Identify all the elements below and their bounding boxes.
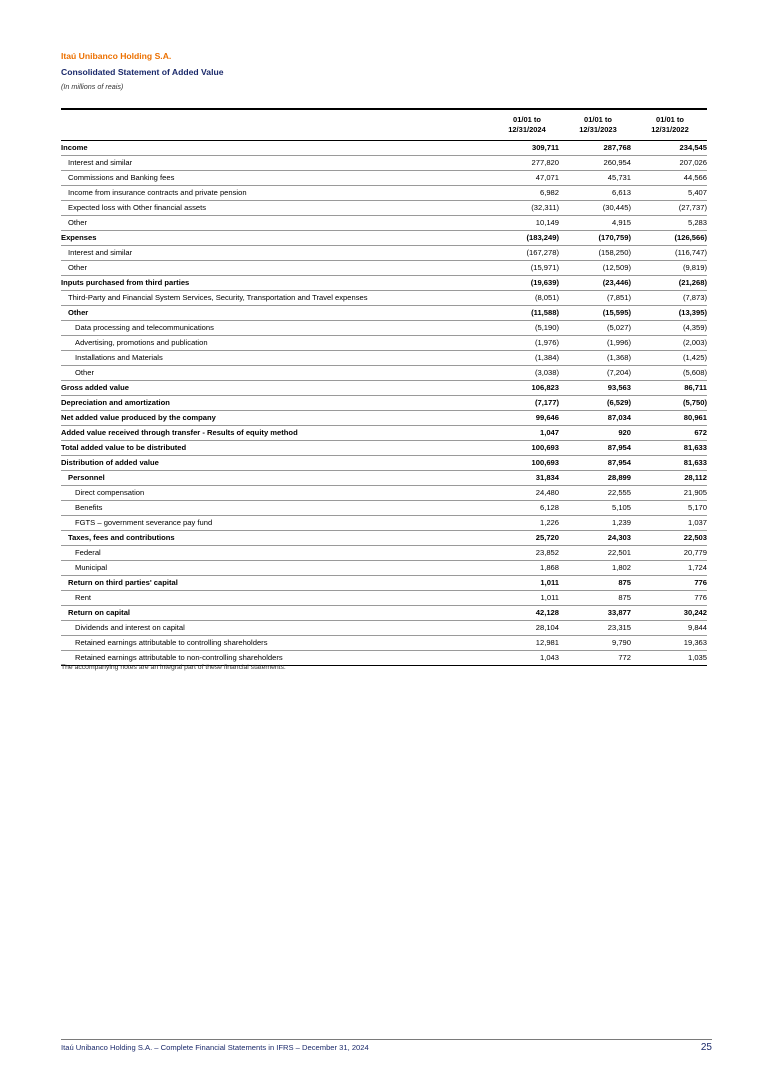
value-2022: (126,566) <box>674 232 707 242</box>
value-2022: 207,026 <box>679 157 707 167</box>
footnote: The accompanying notes are an integral part of these financial statements. <box>61 664 286 671</box>
table-row <box>61 141 707 156</box>
column-header-2022 <box>635 115 705 135</box>
value-2023: 260,954 <box>603 157 631 167</box>
row-label: Rent <box>75 592 92 602</box>
row-label: Return on capital <box>68 607 131 617</box>
value-2022: (9,819) <box>682 262 707 272</box>
value-2023: 23,315 <box>607 622 631 632</box>
table-row <box>61 486 707 501</box>
row-label: Data processing and telecommunications <box>75 322 214 332</box>
row-label: Other <box>75 367 94 377</box>
units-note: (In millions of reais) <box>61 82 124 91</box>
value-2024: (1,384) <box>534 352 559 362</box>
row-label: Inputs purchased from third parties <box>61 277 190 287</box>
value-2022: (27,737) <box>678 202 707 212</box>
value-2022: 21,905 <box>683 487 707 497</box>
column-header-2024 <box>492 115 562 135</box>
table-row <box>61 531 707 546</box>
value-2022: 81,633 <box>683 457 707 467</box>
table-row <box>61 426 707 441</box>
value-2024: (5,190) <box>534 322 559 332</box>
value-2022: 20,779 <box>683 547 707 557</box>
value-2023: 875 <box>618 577 631 587</box>
row-label: Income from insurance contracts and private pension <box>68 187 247 197</box>
value-2024: (11,588) <box>531 307 559 317</box>
row-label: Personnel <box>68 472 105 482</box>
table-row <box>61 591 707 606</box>
page-number: 25 <box>700 1042 712 1053</box>
value-2022: 19,363 <box>683 637 707 647</box>
table-row <box>61 306 707 321</box>
value-2022: 1,037 <box>687 517 707 527</box>
table-row <box>61 471 707 486</box>
row-label: Interest and similar <box>68 247 133 257</box>
value-2023: (15,595) <box>602 307 631 317</box>
column-header-line: 12/31/2022 <box>651 124 689 134</box>
value-2023: 22,501 <box>607 547 631 557</box>
value-2023: 4,915 <box>611 217 631 227</box>
table-row <box>61 561 707 576</box>
table-row <box>61 501 707 516</box>
value-2024: 100,693 <box>531 457 559 467</box>
value-2024: (1,976) <box>534 337 559 347</box>
row-label: Added value received through transfer - Results of equity method <box>61 427 298 437</box>
row-label: Commissions and Banking fees <box>68 172 175 182</box>
table-row <box>61 201 707 216</box>
value-2022: 1,035 <box>687 652 707 662</box>
value-2023: (7,851) <box>606 292 631 302</box>
statement-title: Consolidated Statement of Added Value <box>61 67 224 77</box>
value-2023: 87,034 <box>607 412 631 422</box>
value-2022: (4,359) <box>682 322 707 332</box>
row-label: Depreciation and amortization <box>61 397 170 407</box>
row-label: Taxes, fees and contributions <box>68 532 175 542</box>
value-2023: 22,555 <box>607 487 631 497</box>
row-label: Dividends and interest on capital <box>75 622 185 632</box>
value-2024: 24,480 <box>535 487 559 497</box>
row-label: Distribution of added value <box>61 457 159 467</box>
table-row <box>61 381 707 396</box>
row-label: Third-Party and Financial System Services, Security, Transportation and Travel expenses <box>68 292 368 302</box>
value-2024: (32,311) <box>531 202 559 212</box>
value-2022: (7,873) <box>682 292 707 302</box>
value-2023: (5,027) <box>606 322 631 332</box>
value-2022: (116,747) <box>675 247 707 257</box>
row-label: Retained earnings attributable to controlling shareholders <box>75 637 268 647</box>
row-label: FGTS – government severance pay fund <box>75 517 213 527</box>
table-row <box>61 351 707 366</box>
value-2023: (170,759) <box>598 232 631 242</box>
value-2023: 87,954 <box>607 457 631 467</box>
table-row <box>61 246 707 261</box>
value-2024: 1,047 <box>539 427 559 437</box>
value-2022: 22,503 <box>683 532 707 542</box>
value-2024: (7,177) <box>534 397 559 407</box>
value-2023: 24,303 <box>607 532 631 542</box>
table-body <box>61 141 707 666</box>
table-row <box>61 321 707 336</box>
row-label: Advertising, promotions and publication <box>75 337 208 347</box>
value-2023: (23,446) <box>602 277 631 287</box>
table-row <box>61 636 707 651</box>
value-2024: 42,128 <box>535 607 559 617</box>
table-row <box>61 396 707 411</box>
value-2023: 875 <box>618 592 631 602</box>
table-row <box>61 216 707 231</box>
value-2024: 1,011 <box>540 592 559 602</box>
row-label: Expected loss with Other financial assets <box>68 202 207 212</box>
table-header <box>61 110 707 141</box>
value-2022: 1,724 <box>687 562 707 572</box>
value-2023: 5,105 <box>611 502 631 512</box>
value-2023: 28,899 <box>607 472 631 482</box>
table-row <box>61 171 707 186</box>
row-label: Direct compensation <box>75 487 145 497</box>
row-label: Interest and similar <box>68 157 133 167</box>
company-name: Itaú Unibanco Holding S.A. <box>61 51 172 61</box>
column-header-line: 01/01 to <box>513 114 541 124</box>
value-2023: (12,509) <box>602 262 631 272</box>
row-label: Gross added value <box>61 382 129 392</box>
row-label: Municipal <box>75 562 108 572</box>
row-label: Other <box>68 217 87 227</box>
value-2023: 9,790 <box>611 637 631 647</box>
value-2024: 25,720 <box>535 532 559 542</box>
value-2024: 1,226 <box>539 517 559 527</box>
value-2023: (6,529) <box>606 397 631 407</box>
row-label: Net added value produced by the company <box>61 412 216 422</box>
value-2023: 1,239 <box>611 517 631 527</box>
value-2022: 234,545 <box>679 142 707 152</box>
footer-rule <box>61 1039 712 1040</box>
row-label: Other <box>68 262 87 272</box>
value-2022: (5,750) <box>682 397 707 407</box>
value-2024: 23,852 <box>535 547 559 557</box>
value-2024: (3,038) <box>534 367 559 377</box>
table-row <box>61 441 707 456</box>
value-2023: (158,250) <box>598 247 631 257</box>
value-2022: 80,961 <box>683 412 707 422</box>
value-2023: 33,877 <box>607 607 631 617</box>
value-2024: (19,639) <box>530 277 559 287</box>
value-2023: 1,802 <box>611 562 631 572</box>
value-2024: 1,011 <box>540 577 559 587</box>
table-row <box>61 366 707 381</box>
added-value-table <box>61 108 707 666</box>
value-2022: 9,844 <box>687 622 707 632</box>
table-row <box>61 411 707 426</box>
value-2024: 106,823 <box>531 382 559 392</box>
value-2023: 287,768 <box>603 142 631 152</box>
value-2023: 6,613 <box>611 187 631 197</box>
value-2023: 920 <box>618 427 631 437</box>
value-2023: 93,563 <box>607 382 631 392</box>
row-label: Installations and Materials <box>75 352 163 362</box>
value-2022: 44,566 <box>683 172 707 182</box>
value-2023: (1,996) <box>606 337 631 347</box>
value-2024: 1,868 <box>539 562 559 572</box>
value-2024: 31,834 <box>535 472 559 482</box>
column-header-line: 01/01 to <box>584 114 612 124</box>
value-2024: 10,149 <box>535 217 559 227</box>
table-row <box>61 336 707 351</box>
value-2022: (21,268) <box>678 277 707 287</box>
value-2024: 6,128 <box>539 502 559 512</box>
row-label: Benefits <box>75 502 103 512</box>
value-2024: 277,820 <box>531 157 559 167</box>
value-2024: 309,711 <box>531 142 559 152</box>
value-2024: (183,249) <box>526 232 559 242</box>
value-2022: 5,283 <box>687 217 707 227</box>
value-2022: 5,407 <box>687 187 707 197</box>
row-label: Retained earnings attributable to non-controlling shareholders <box>75 652 283 662</box>
column-header-2023 <box>563 115 633 135</box>
table-row <box>61 156 707 171</box>
table-row <box>61 456 707 471</box>
value-2023: (30,445) <box>602 202 631 212</box>
value-2023: 772 <box>618 652 631 662</box>
value-2024: 12,981 <box>535 637 559 647</box>
value-2024: (8,051) <box>534 292 559 302</box>
row-label: Other <box>68 307 89 317</box>
value-2023: (7,204) <box>606 367 631 377</box>
row-label: Federal <box>75 547 101 557</box>
value-2022: (1,425) <box>682 352 707 362</box>
footer-text: Itaú Unibanco Holding S.A. – Complete Financial Statements in IFRS – December 31, 2024 <box>61 1043 369 1052</box>
value-2022: 81,633 <box>683 442 707 452</box>
value-2024: 6,982 <box>539 187 559 197</box>
value-2022: (13,395) <box>678 307 707 317</box>
value-2022: 30,242 <box>683 607 707 617</box>
value-2022: 776 <box>694 592 707 602</box>
value-2023: (1,368) <box>606 352 631 362</box>
table-row <box>61 546 707 561</box>
table-row <box>61 516 707 531</box>
value-2024: 100,693 <box>531 442 559 452</box>
value-2024: 28,104 <box>535 622 559 632</box>
value-2023: 87,954 <box>607 442 631 452</box>
value-2024: 99,646 <box>535 412 559 422</box>
row-label: Income <box>61 142 88 152</box>
table-row <box>61 576 707 591</box>
row-label: Expenses <box>61 232 97 242</box>
value-2022: 776 <box>694 577 707 587</box>
value-2024: 47,071 <box>535 172 559 182</box>
table-row <box>61 186 707 201</box>
value-2024: (167,278) <box>526 247 559 257</box>
value-2024: 1,043 <box>539 652 559 662</box>
value-2022: 5,170 <box>687 502 707 512</box>
value-2022: (5,608) <box>682 367 707 377</box>
table-row <box>61 276 707 291</box>
value-2024: (15,971) <box>530 262 559 272</box>
column-header-line: 12/31/2024 <box>508 124 546 134</box>
column-header-line: 01/01 to <box>656 114 684 124</box>
row-label: Total added value to be distributed <box>61 442 187 452</box>
value-2022: 672 <box>694 427 707 437</box>
column-header-line: 12/31/2023 <box>579 124 617 134</box>
value-2022: 28,112 <box>684 472 707 482</box>
value-2022: (2,003) <box>682 337 707 347</box>
table-row <box>61 606 707 621</box>
table-row <box>61 291 707 306</box>
table-row <box>61 231 707 246</box>
table-row <box>61 621 707 636</box>
table-row <box>61 261 707 276</box>
value-2023: 45,731 <box>607 172 631 182</box>
row-label: Return on third parties' capital <box>68 577 178 587</box>
value-2022: 86,711 <box>684 382 707 392</box>
